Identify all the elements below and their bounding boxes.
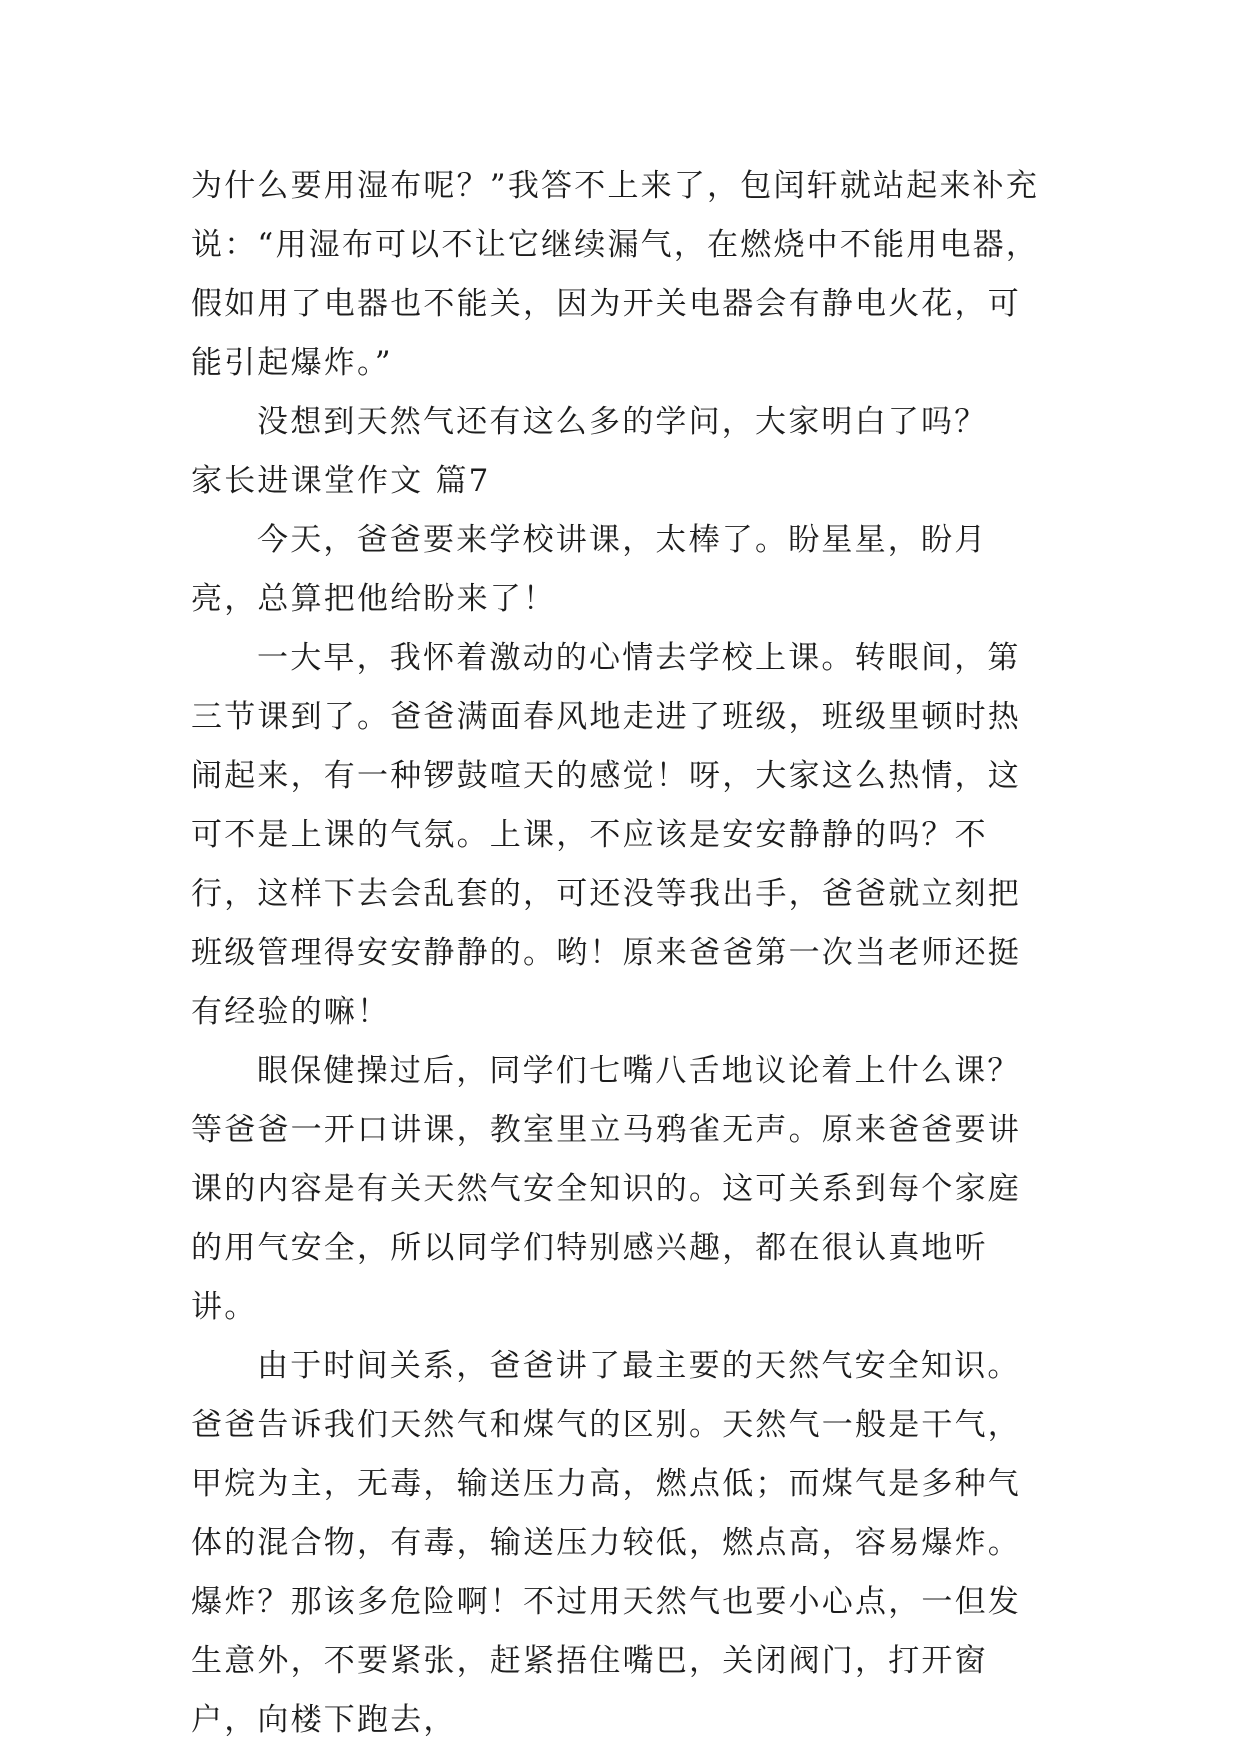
- paragraph-conclusion: 没想到天然气还有这么多的学问，大家明白了吗？: [257, 404, 988, 440]
- paragraph-continued: 为什么要用湿布呢？”我答不上来了，包闰轩就站起来补充说：“用湿布可以不让它继续漏气，在燃烧中不能用电器，假如用了电器也不能关，因为开关电器会有静电火花，可能引起爆炸。”: [191, 168, 1040, 381]
- paragraph-knowledge: 由于时间关系，爸爸讲了最主要的天然气安全知识。爸爸告诉我们天然气和煤气的区别。天然气一般是干气，甲烷为主，无毒，输送压力高，燃点低；而煤气是多种气体的混合物，有毒，输送压力较低，燃点高，容易爆炸。爆炸？那该多危险啊！不过用天然气也要小心点，一但发生意外，不要紧张，赶紧捂住嘴巴，关闭阀门，打开窗户，向楼下跑去，: [191, 1348, 1021, 1738]
- paragraph-morning: 一大早，我怀着激动的心情去学校上课。转眼间，第三节课到了。爸爸满面春风地走进了班级，班级里顿时热闹起来，有一种锣鼓喧天的感觉！呀，大家这么热情，这可不是上课的气氛。上课，不应该是安安静静的吗？不行，这样下去会乱套的，可还没等我出手，爸爸就立刻把班级管理得安安静静的。哟！原来爸爸第一次当老师还挺有经验的嘛！: [191, 640, 1021, 1030]
- document-body: [191, 157, 1051, 1750]
- paragraph-intro: 今天，爸爸要来学校讲课，太棒了。盼星星，盼月亮，总算把他给盼来了！: [191, 522, 988, 617]
- section-heading: 家长进课堂作文 篇7: [191, 463, 491, 499]
- paragraph-lesson-start: 眼保健操过后，同学们七嘴八舌地议论着上什么课？等爸爸一开口讲课，教室里立马鸦雀无声。原来爸爸要讲课的内容是有关天然气安全知识的。这可关系到每个家庭的用气安全，所以同学们特别感兴趣，都在很认真地听讲。: [191, 1053, 1021, 1325]
